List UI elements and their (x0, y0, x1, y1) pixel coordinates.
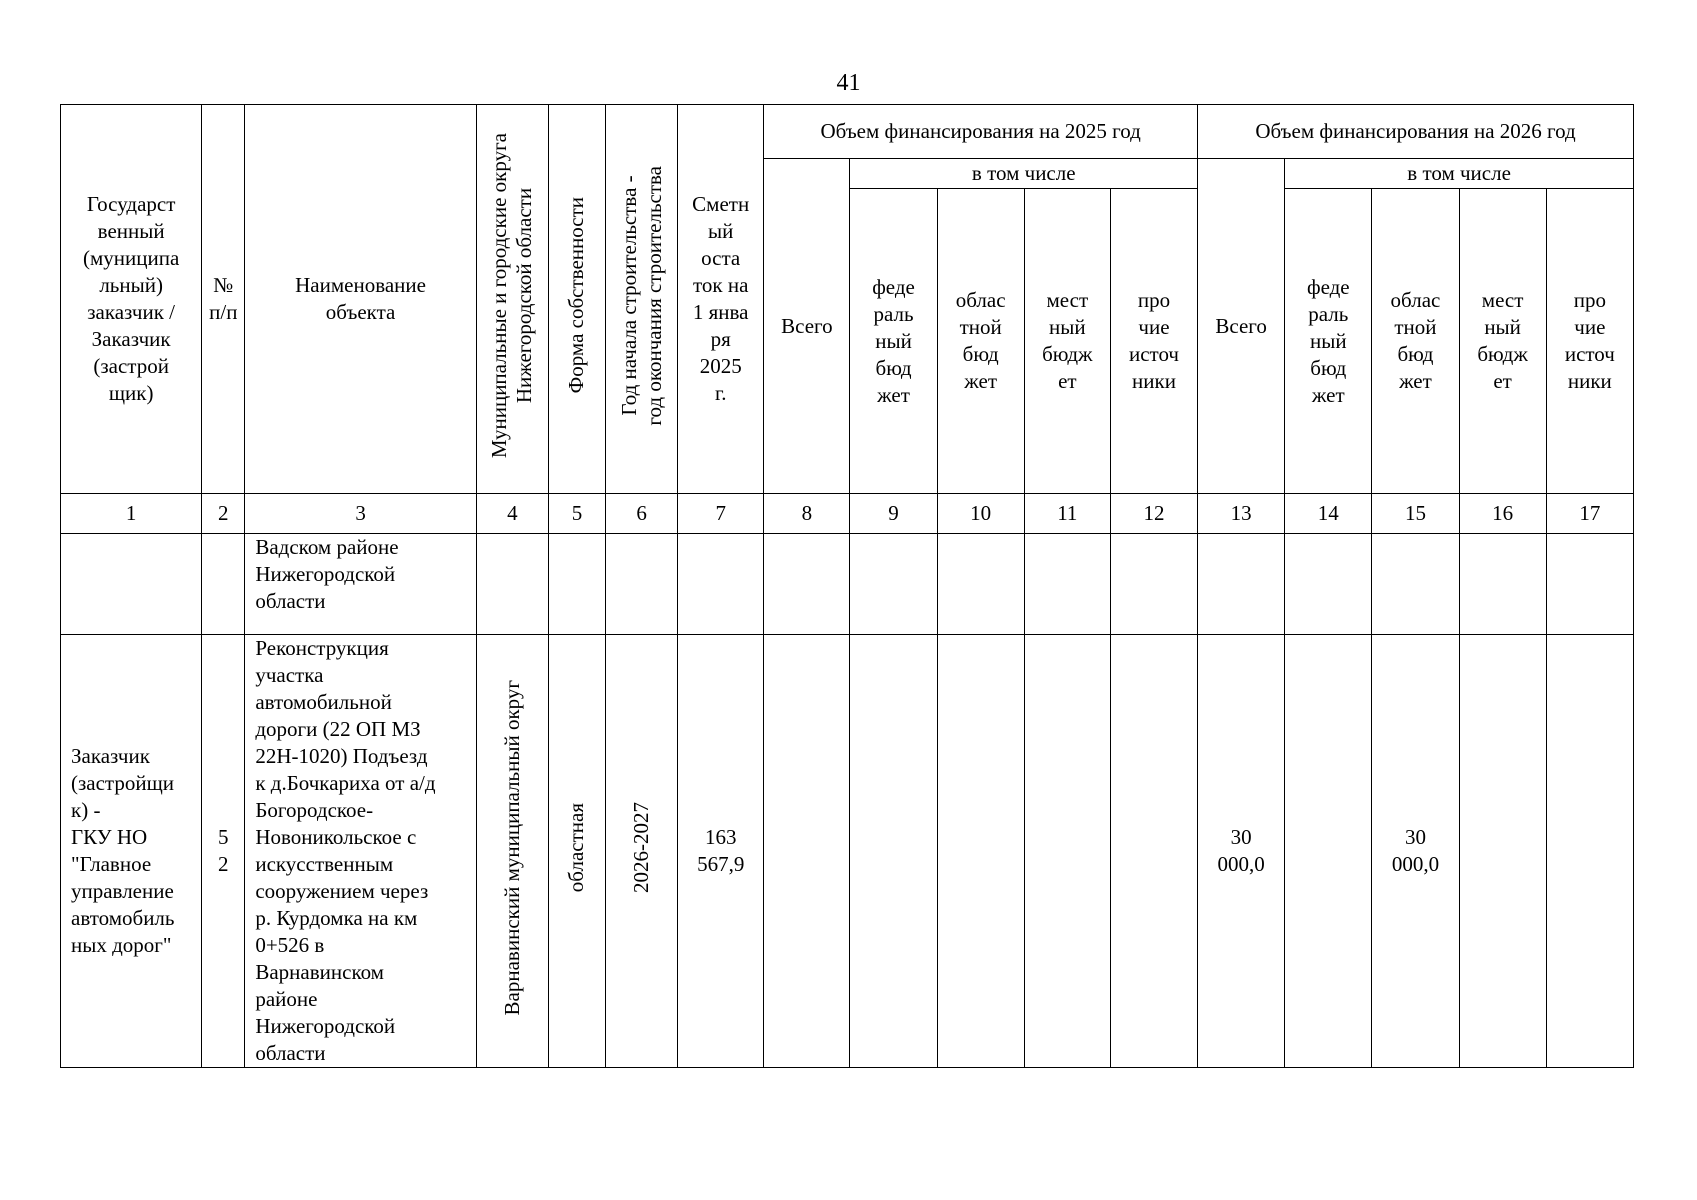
column-number: 11 (1024, 494, 1110, 534)
header-2025-incl: в том числе (850, 159, 1198, 189)
cell-2025-other (1110, 635, 1197, 1068)
cell-customer (61, 534, 202, 635)
cell-ownership: областная (548, 635, 605, 1068)
column-number: 17 (1546, 494, 1633, 534)
column-numbers-row (61, 494, 1634, 534)
cell-2026-local (1459, 534, 1546, 635)
cell-2025-local (1024, 534, 1110, 635)
header-2025-total: Всего (764, 159, 850, 494)
cell-years (606, 534, 678, 635)
header-2025-federal: феде раль ный бюд жет (850, 189, 937, 494)
column-number: 8 (764, 494, 850, 534)
header-2025-local: мест ный бюдж ет (1024, 189, 1110, 494)
column-number: 14 (1285, 494, 1372, 534)
column-number: 9 (850, 494, 937, 534)
cell-customer: Заказчик (застройщи к) - ГКУ НО "Главное управление автомобиль ных дорог" (61, 635, 202, 1068)
cell-ownership (548, 534, 605, 635)
header-remainder: Сметн ый оста ток на 1 янва ря 2025 г. (678, 105, 764, 494)
header-customer: Государст венный (муниципа льный) заказчик / Заказчик (застрой щик) (61, 105, 202, 494)
header-ownership: Форма собственности (548, 105, 605, 494)
cell-2026-other (1546, 635, 1633, 1068)
column-number: 13 (1198, 494, 1285, 534)
header-2026-incl: в том числе (1285, 159, 1634, 189)
column-number: 3 (245, 494, 476, 534)
column-number: 15 (1372, 494, 1459, 534)
cell-2025-federal (850, 635, 937, 1068)
cell-2025-total (764, 635, 850, 1068)
cell-2025-federal (850, 534, 937, 635)
cell-2026-other (1546, 534, 1633, 635)
cell-2026-local (1459, 635, 1546, 1068)
column-number: 10 (937, 494, 1024, 534)
header-years: Год начала строительства - год окончания строительства (606, 105, 678, 494)
cell-2025-regional (937, 635, 1024, 1068)
column-number: 5 (548, 494, 605, 534)
cell-district: Варнавинский муниципальный округ (476, 635, 548, 1068)
cell-2025-regional (937, 534, 1024, 635)
cell-2026-federal (1285, 635, 1372, 1068)
page-number: 41 (836, 70, 861, 96)
header-2026-other: про чие источ ники (1546, 189, 1633, 494)
cell-district (476, 534, 548, 635)
cell-years: 2026-2027 (606, 635, 678, 1068)
column-number: 4 (476, 494, 548, 534)
header-2026-federal: феде раль ный бюд жет (1285, 189, 1372, 494)
table-row (61, 635, 1634, 1068)
cell-2026-regional: 30 000,0 (1372, 635, 1459, 1068)
header-group-2026: Объем финансирования на 2026 год (1198, 105, 1634, 159)
header-2025-regional: облас тной бюд жет (937, 189, 1024, 494)
column-number: 16 (1459, 494, 1546, 534)
cell-2026-total (1198, 534, 1285, 635)
financing-table (60, 104, 1634, 1068)
header-2026-total: Всего (1198, 159, 1285, 494)
cell-2026-total: 30 000,0 (1198, 635, 1285, 1068)
table-row (61, 534, 1634, 635)
column-number: 1 (61, 494, 202, 534)
cell-2026-federal (1285, 534, 1372, 635)
cell-remainder (678, 534, 764, 635)
column-number: 6 (606, 494, 678, 534)
column-number: 7 (678, 494, 764, 534)
header-number: № п/п (202, 105, 245, 494)
cell-2026-regional (1372, 534, 1459, 635)
header-2026-regional: облас тной бюд жет (1372, 189, 1459, 494)
cell-2025-local (1024, 635, 1110, 1068)
column-number: 12 (1110, 494, 1197, 534)
cell-object-name: Вадском районе Нижегородской области (245, 534, 476, 635)
cell-number (202, 534, 245, 635)
header-2026-local: мест ный бюдж ет (1459, 189, 1546, 494)
cell-remainder: 163 567,9 (678, 635, 764, 1068)
header-2025-other: про чие источ ники (1110, 189, 1197, 494)
header-district: Муниципальные и городские округа Нижегородской области (476, 105, 548, 494)
cell-number: 5 2 (202, 635, 245, 1068)
header-object-name: Наименование объекта (245, 105, 476, 494)
cell-object-name: Реконструкция участка автомобильной дороги (22 ОП МЗ 22Н-1020) Подъезд к д.Бочкариха от а/д Богородское- Новоникольское с искусственным сооружением через р. Курдомка на км 0+526 в Варнавинском районе Нижегородской области (245, 635, 476, 1068)
cell-2025-total (764, 534, 850, 635)
column-number: 2 (202, 494, 245, 534)
cell-2025-other (1110, 534, 1197, 635)
header-group-2025: Объем финансирования на 2025 год (764, 105, 1198, 159)
